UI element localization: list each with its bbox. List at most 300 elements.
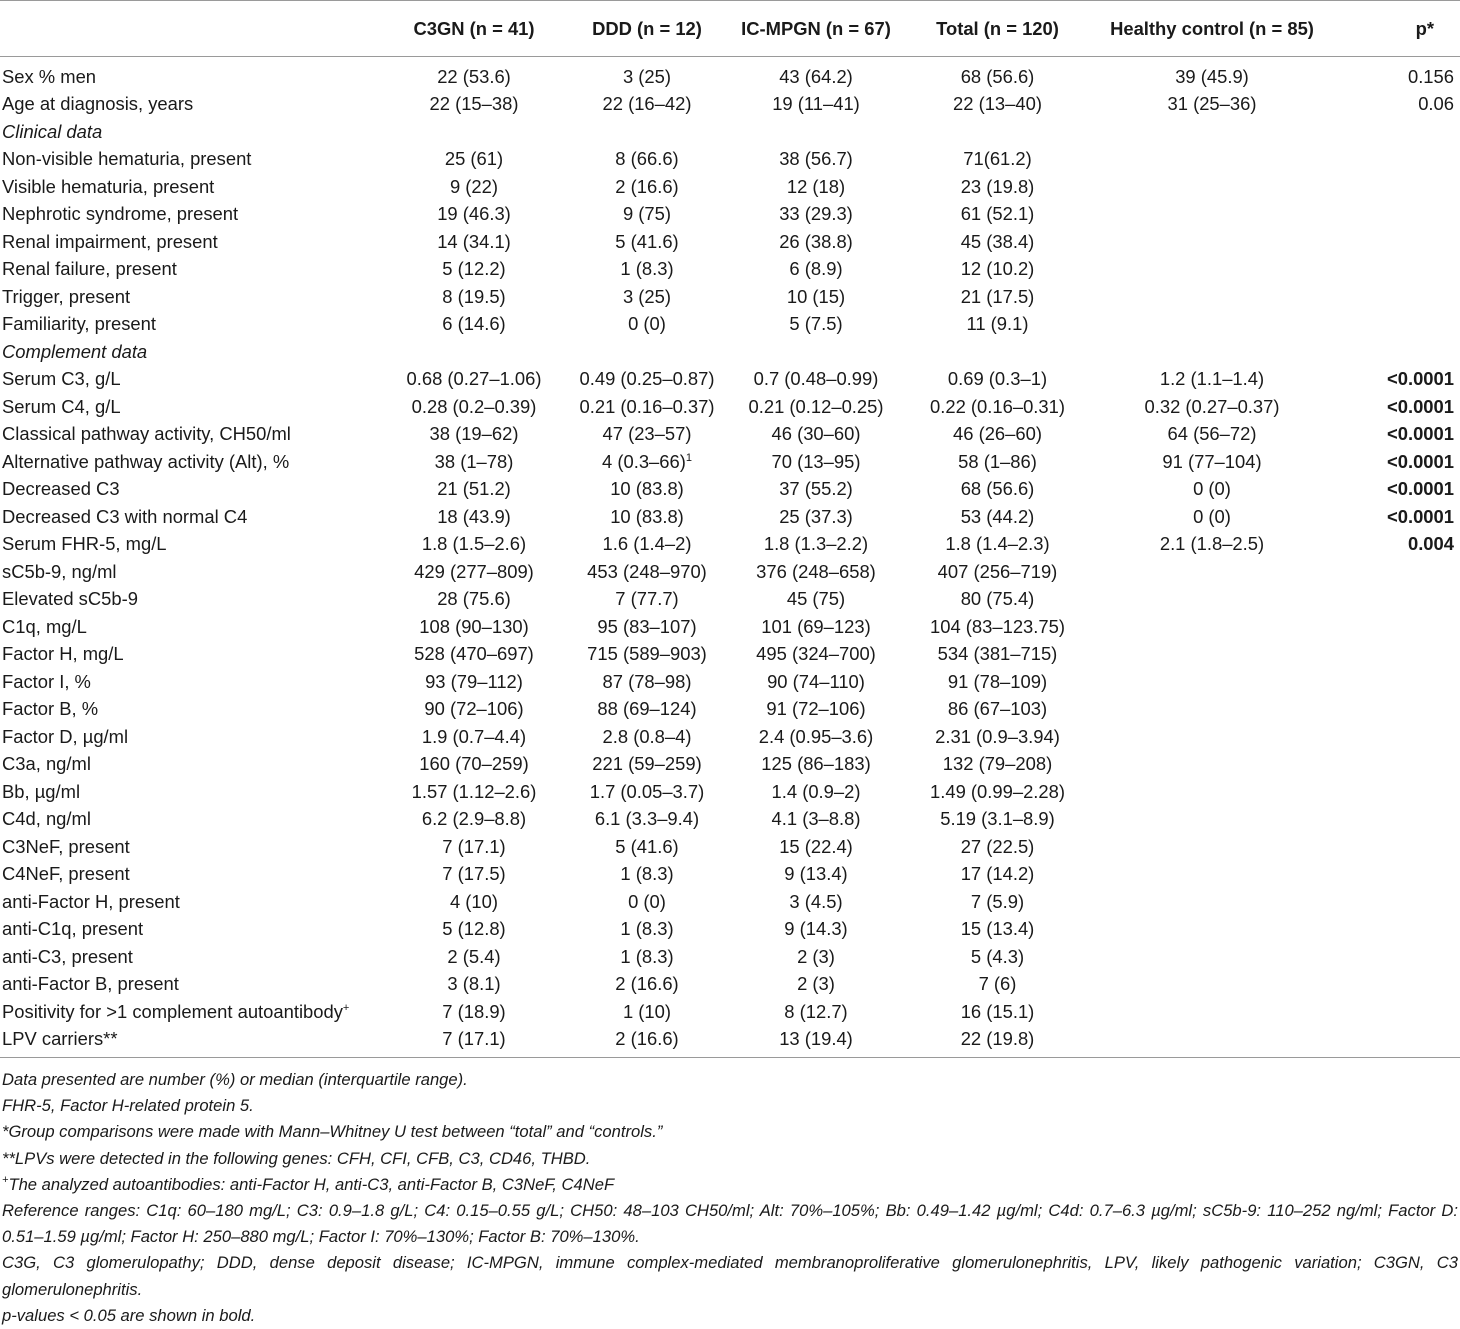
cell-healthy-control	[1094, 503, 1330, 531]
table-row	[0, 1025, 1460, 1057]
cell-ddd	[563, 613, 731, 641]
cell-c3gn	[385, 833, 563, 861]
cell-value: 33 (29.3)	[779, 203, 853, 224]
cell-ddd	[563, 833, 731, 861]
cell-value: 27 (22.5)	[960, 835, 1035, 857]
row-label-text: C3a, ng/ml	[2, 753, 91, 774]
row-label-text: Factor I, %	[2, 670, 91, 692]
cell-c3gn	[385, 90, 563, 118]
cell-ic-mpgn	[731, 805, 901, 833]
row-label	[0, 778, 385, 806]
cell-p-value	[1330, 530, 1460, 558]
cell-p-value	[1330, 173, 1460, 201]
cell-value: 22 (16–42)	[602, 93, 692, 114]
cell-value: 7 (77.7)	[615, 588, 679, 609]
cell-value: 7 (17.1)	[442, 835, 506, 857]
table-header	[0, 1, 1460, 57]
cell-value: 37 (55.2)	[779, 478, 853, 499]
cell-c3gn	[385, 228, 563, 256]
cell-total	[901, 228, 1094, 256]
cell-ddd	[563, 530, 731, 558]
cell-value: 1.49 (0.99–2.28)	[930, 780, 1065, 802]
cell-c3gn	[385, 145, 563, 173]
row-label	[0, 695, 385, 723]
cell-ic-mpgn	[731, 338, 901, 366]
cell-value: 7 (17.5)	[442, 863, 506, 884]
cell-healthy-control	[1094, 338, 1330, 366]
cell-value: 64 (56–72)	[1167, 423, 1257, 444]
cell-total	[901, 1025, 1094, 1057]
row-label-text: Decreased C3	[2, 478, 120, 499]
header-row	[0, 1, 1460, 57]
row-label	[0, 640, 385, 668]
cell-value: 715 (589–903)	[587, 643, 707, 664]
cell-ddd	[563, 200, 731, 228]
section-row	[0, 338, 1460, 366]
cell-value: 45 (38.4)	[960, 230, 1035, 252]
cell-ic-mpgn	[731, 833, 901, 861]
cell-value: 46 (30–60)	[771, 423, 861, 444]
row-label	[0, 393, 385, 421]
cell-value: 6.2 (2.9–8.8)	[421, 808, 527, 829]
cell-p-value	[1330, 860, 1460, 888]
cell-value: 87 (78–98)	[602, 670, 692, 692]
row-label-text: Serum C3, g/L	[2, 368, 121, 389]
cell-value: 11 (9.1)	[966, 313, 1029, 334]
cell-healthy-control	[1094, 805, 1330, 833]
table-row	[0, 283, 1460, 311]
row-label-text: Decreased C3 with normal C4	[2, 505, 248, 527]
cell-ic-mpgn	[731, 63, 901, 91]
row-label-text: Sex % men	[2, 65, 97, 87]
cell-healthy-control	[1094, 778, 1330, 806]
cell-ic-mpgn	[731, 420, 901, 448]
cell-value: 1.4 (0.9–2)	[771, 780, 861, 802]
cell-total	[901, 145, 1094, 173]
cell-ddd	[563, 448, 731, 476]
cell-value: 1.9 (0.7–4.4)	[421, 725, 527, 747]
cell-c3gn	[385, 805, 563, 833]
cell-total	[901, 943, 1094, 971]
footnote	[2, 1093, 1458, 1119]
row-label	[0, 943, 385, 971]
table-row	[0, 448, 1460, 476]
row-label	[0, 888, 385, 916]
cell-ddd	[563, 888, 731, 916]
cell-c3gn	[385, 860, 563, 888]
cell-value: 43 (64.2)	[779, 65, 853, 87]
cell-total	[901, 750, 1094, 778]
cell-ic-mpgn	[731, 475, 901, 503]
cell-ddd	[563, 503, 731, 531]
footnote-marker: +	[342, 1001, 350, 1014]
cell-value: 95 (83–107)	[597, 615, 697, 637]
cell-value: 22 (53.6)	[437, 65, 511, 87]
cell-healthy-control	[1094, 310, 1330, 338]
cell-c3gn	[385, 63, 563, 91]
cell-value: 31 (25–36)	[1167, 93, 1257, 114]
table-row	[0, 833, 1460, 861]
cell-p-value	[1330, 558, 1460, 586]
header-cell-ic-mpgn: IC-MPGN (n = 67)	[731, 1, 901, 57]
cell-total	[901, 558, 1094, 586]
cell-healthy-control	[1094, 860, 1330, 888]
table-body	[0, 57, 1460, 1085]
cell-value: 101 (69–123)	[761, 615, 871, 637]
table-row	[0, 558, 1460, 586]
cell-c3gn	[385, 310, 563, 338]
cell-value: 25 (61)	[444, 148, 504, 169]
cell-ddd	[563, 805, 731, 833]
cell-value: 5 (41.6)	[615, 230, 679, 252]
row-label-text: anti-C3, present	[2, 945, 133, 967]
cell-ddd	[563, 640, 731, 668]
cell-ic-mpgn	[731, 118, 901, 146]
cell-ic-mpgn	[731, 365, 901, 393]
table-row	[0, 393, 1460, 421]
cell-value: 2.1 (1.8–2.5)	[1159, 533, 1265, 554]
cell-value: 13 (19.4)	[779, 1028, 853, 1049]
cell-value: 86 (67–103)	[947, 698, 1048, 719]
table-row	[0, 503, 1460, 531]
cell-ddd	[563, 90, 731, 118]
row-label	[0, 805, 385, 833]
cell-p-value	[1330, 998, 1460, 1026]
cell-total	[901, 530, 1094, 558]
cell-healthy-control	[1094, 200, 1330, 228]
footnote-marker: +	[2, 1173, 9, 1186]
cell-p-value	[1330, 613, 1460, 641]
row-label	[0, 613, 385, 641]
cell-value: 25 (37.3)	[779, 505, 853, 527]
cell-p-value	[1330, 888, 1460, 916]
footnote-text: FHR-5, Factor H-related protein 5.	[2, 1096, 254, 1116]
header-cell-c3gn: C3GN (n = 41)	[385, 1, 563, 57]
cell-value: 18 (43.9)	[437, 505, 511, 527]
row-label-text: Renal impairment, present	[2, 230, 218, 252]
cell-value: 71(61.2)	[963, 148, 1032, 169]
cell-value: 7 (17.1)	[442, 1028, 506, 1049]
cell-value: 1 (8.3)	[620, 945, 674, 967]
table-footnotes	[2, 1067, 1458, 1329]
cell-ic-mpgn	[731, 393, 901, 421]
cell-value: 4.1 (3–8.8)	[771, 808, 861, 829]
cell-total	[901, 860, 1094, 888]
footnote-text: C3G, C3 glomerulopathy; DDD, dense deposit disease; IC-MPGN, immune complex-mediated membranoproliferative glomerulonephritis, LPV, likely pathogenic variation; C3GN, C3 glomerulonephritis.	[2, 1253, 1458, 1299]
cell-value: 221 (59–259)	[592, 753, 702, 774]
cell-value: 9 (22)	[449, 175, 499, 197]
cell-value: 38 (1–78)	[434, 450, 514, 472]
cell-healthy-control	[1094, 723, 1330, 751]
footnote	[2, 1067, 1458, 1093]
cell-ic-mpgn	[731, 90, 901, 118]
cell-value: 0.156	[1407, 65, 1454, 87]
cell-ddd	[563, 915, 731, 943]
table-row	[0, 998, 1460, 1026]
cell-ic-mpgn	[731, 530, 901, 558]
row-label-text: Age at diagnosis, years	[2, 93, 194, 114]
cell-ic-mpgn	[731, 750, 901, 778]
cell-c3gn	[385, 970, 563, 998]
cell-p-value	[1330, 778, 1460, 806]
cell-value: 45 (75)	[786, 588, 846, 609]
cell-c3gn	[385, 943, 563, 971]
cell-ic-mpgn	[731, 173, 901, 201]
cell-healthy-control	[1094, 640, 1330, 668]
row-label	[0, 915, 385, 943]
cell-ddd	[563, 1025, 731, 1057]
cell-c3gn	[385, 585, 563, 613]
cell-value: 88 (69–124)	[597, 698, 697, 719]
row-label-text: Bb, µg/ml	[2, 780, 81, 802]
cell-total	[901, 200, 1094, 228]
cell-total	[901, 118, 1094, 146]
cell-healthy-control	[1094, 1025, 1330, 1057]
row-label	[0, 970, 385, 998]
cell-total	[901, 833, 1094, 861]
cell-ddd	[563, 723, 731, 751]
cell-p-value	[1330, 475, 1460, 503]
row-label-text: Visible hematuria, present	[2, 175, 215, 197]
cell-value: 28 (75.6)	[437, 588, 511, 609]
cell-total	[901, 448, 1094, 476]
cell-value: 1.8 (1.4–2.3)	[945, 533, 1050, 554]
cell-healthy-control	[1094, 63, 1330, 91]
cell-value: 80 (75.4)	[960, 588, 1035, 609]
cell-value: 3 (25)	[622, 285, 672, 307]
cell-value: 9 (13.4)	[784, 863, 848, 884]
table-row	[0, 943, 1460, 971]
table-row	[0, 420, 1460, 448]
cell-value: 68 (56.6)	[960, 478, 1035, 499]
cell-value: 5 (12.2)	[442, 258, 506, 279]
cell-value: 22 (13–40)	[953, 93, 1042, 114]
row-label-text: sC5b-9, ng/ml	[2, 560, 117, 582]
cell-p-value	[1330, 200, 1460, 228]
cell-value: 9 (14.3)	[784, 918, 848, 939]
table-row	[0, 145, 1460, 173]
cell-healthy-control	[1094, 888, 1330, 916]
cell-value: <0.0001	[1387, 478, 1454, 499]
cell-p-value	[1330, 805, 1460, 833]
table-row	[0, 915, 1460, 943]
cell-healthy-control	[1094, 585, 1330, 613]
cell-value: 26 (38.8)	[779, 230, 853, 252]
cell-healthy-control	[1094, 283, 1330, 311]
cell-ddd	[563, 118, 731, 146]
cell-value: 534 (381–715)	[937, 643, 1058, 664]
cell-c3gn	[385, 750, 563, 778]
cell-value: 70 (13–95)	[771, 450, 861, 472]
row-label	[0, 310, 385, 338]
cell-value: 125 (86–183)	[761, 753, 871, 774]
cell-ic-mpgn	[731, 200, 901, 228]
cell-ic-mpgn	[731, 503, 901, 531]
cell-ddd	[563, 998, 731, 1026]
cell-value: 2 (3)	[797, 973, 835, 994]
cell-p-value	[1330, 915, 1460, 943]
cell-value: 91 (72–106)	[766, 698, 866, 719]
cell-c3gn	[385, 530, 563, 558]
cell-healthy-control	[1094, 558, 1330, 586]
cell-value: 90 (72–106)	[424, 698, 524, 719]
cell-c3gn	[385, 668, 563, 696]
cell-value: 2 (3)	[797, 945, 835, 967]
cell-value: 58 (1–86)	[958, 450, 1037, 472]
table-row	[0, 585, 1460, 613]
cell-value: 8 (12.7)	[784, 1000, 848, 1022]
cell-value: 93 (79–112)	[425, 670, 523, 692]
footnote-marker: 1	[685, 451, 692, 464]
row-label-text: anti-C1q, present	[2, 918, 144, 939]
cell-ic-mpgn	[731, 1025, 901, 1057]
cell-total	[901, 338, 1094, 366]
cell-c3gn	[385, 118, 563, 146]
cell-c3gn	[385, 778, 563, 806]
row-label	[0, 833, 385, 861]
cell-ic-mpgn	[731, 448, 901, 476]
cell-healthy-control	[1094, 145, 1330, 173]
cell-value: 8 (19.5)	[442, 285, 506, 307]
cell-value: 53 (44.2)	[960, 505, 1035, 527]
cell-value: 46 (26–60)	[953, 423, 1042, 444]
cell-total	[901, 585, 1094, 613]
cell-value: 0 (0)	[1193, 505, 1231, 527]
cell-value: 0.7 (0.48–0.99)	[753, 368, 879, 389]
cell-c3gn	[385, 420, 563, 448]
cell-c3gn	[385, 255, 563, 283]
cell-ic-mpgn	[731, 860, 901, 888]
cell-value: 14 (34.1)	[437, 230, 511, 252]
row-label-text: Classical pathway activity, CH50/ml	[2, 423, 291, 444]
cell-value: 47 (23–57)	[602, 423, 692, 444]
section-label	[0, 338, 385, 366]
cell-value: 3 (8.1)	[447, 973, 501, 994]
cell-value: <0.0001	[1387, 368, 1454, 389]
cell-total	[901, 778, 1094, 806]
cell-c3gn	[385, 475, 563, 503]
row-label	[0, 365, 385, 393]
cell-healthy-control	[1094, 970, 1330, 998]
cell-value: 5 (4.3)	[970, 945, 1025, 967]
cell-value: 4 (0.3–66)	[602, 450, 686, 472]
row-label-text: Trigger, present	[2, 285, 131, 307]
row-label	[0, 750, 385, 778]
section-row	[0, 118, 1460, 146]
row-label-text: anti-Factor H, present	[2, 890, 180, 912]
cell-ic-mpgn	[731, 310, 901, 338]
cell-ic-mpgn	[731, 778, 901, 806]
cell-ic-mpgn	[731, 668, 901, 696]
cell-p-value	[1330, 393, 1460, 421]
cell-total	[901, 970, 1094, 998]
cell-value: 0.68 (0.27–1.06)	[406, 368, 542, 389]
row-label	[0, 558, 385, 586]
row-label	[0, 475, 385, 503]
row-label-text: Positivity for >1 complement autoantibody	[2, 1000, 343, 1022]
row-label-text: C4d, ng/ml	[2, 808, 91, 829]
header-cell-total: Total (n = 120)	[901, 1, 1094, 57]
cell-healthy-control	[1094, 255, 1330, 283]
cell-value: 108 (90–130)	[419, 615, 529, 637]
cell-healthy-control	[1094, 668, 1330, 696]
cell-value: 91 (77–104)	[1162, 450, 1262, 472]
cell-c3gn	[385, 723, 563, 751]
row-label	[0, 530, 385, 558]
cell-p-value	[1330, 723, 1460, 751]
footnote	[2, 1119, 1458, 1145]
cell-value: 16 (15.1)	[960, 1000, 1035, 1022]
cell-total	[901, 805, 1094, 833]
row-label	[0, 145, 385, 173]
cell-total	[901, 695, 1094, 723]
row-label-text: Factor H, mg/L	[2, 643, 124, 664]
row-label-text: C4NeF, present	[2, 863, 130, 884]
cell-p-value	[1330, 283, 1460, 311]
cell-healthy-control	[1094, 173, 1330, 201]
cell-c3gn	[385, 173, 563, 201]
row-label	[0, 228, 385, 256]
cell-total	[901, 420, 1094, 448]
cell-c3gn	[385, 888, 563, 916]
table-row	[0, 750, 1460, 778]
cell-value: 1 (8.3)	[620, 258, 674, 279]
row-label-text: Complement data	[2, 340, 148, 362]
cell-ddd	[563, 228, 731, 256]
table-row	[0, 778, 1460, 806]
cell-value: 91 (78–109)	[947, 670, 1048, 692]
cell-ic-mpgn	[731, 998, 901, 1026]
table-row	[0, 90, 1460, 118]
cell-value: 0.06	[1418, 93, 1454, 114]
table-row	[0, 668, 1460, 696]
footnote-text: **LPVs were detected in the following genes: CFH, CFI, CFB, C3, CD46, THBD.	[2, 1148, 591, 1168]
cell-value: 0.28 (0.2–0.39)	[411, 395, 537, 417]
row-label-text: Factor B, %	[2, 698, 99, 719]
cell-value: 1.7 (0.05–3.7)	[589, 780, 705, 802]
row-label-text: Alternative pathway activity (Alt), %	[2, 450, 290, 472]
cell-value: 0.004	[1407, 533, 1454, 554]
cell-p-value	[1330, 1025, 1460, 1057]
row-label-text: Renal failure, present	[2, 258, 177, 279]
cell-value: 160 (70–259)	[419, 753, 529, 774]
cell-value: 10 (83.8)	[610, 505, 684, 527]
table-row	[0, 255, 1460, 283]
header-cell-p-value: p*	[1330, 1, 1460, 57]
footnote	[2, 1172, 1458, 1198]
row-label-text: Non-visible hematuria, present	[2, 148, 252, 169]
cell-p-value	[1330, 365, 1460, 393]
cell-value: 2 (16.6)	[615, 1028, 679, 1049]
cell-ic-mpgn	[731, 943, 901, 971]
footnote-text: Data presented are number (%) or median (interquartile range).	[2, 1070, 468, 1089]
cell-total	[901, 613, 1094, 641]
table-row	[0, 695, 1460, 723]
cell-ddd	[563, 365, 731, 393]
cell-value: 7 (6)	[978, 973, 1017, 994]
cell-ddd	[563, 145, 731, 173]
row-label-text: Serum C4, g/L	[2, 395, 121, 417]
table-row	[0, 530, 1460, 558]
cell-value: 15 (22.4)	[779, 835, 853, 857]
table-row	[0, 805, 1460, 833]
cell-p-value	[1330, 695, 1460, 723]
row-label	[0, 503, 385, 531]
cell-healthy-control	[1094, 833, 1330, 861]
cell-p-value	[1330, 338, 1460, 366]
cell-value: 17 (14.2)	[960, 863, 1035, 884]
cell-value: 453 (248–970)	[587, 560, 707, 582]
